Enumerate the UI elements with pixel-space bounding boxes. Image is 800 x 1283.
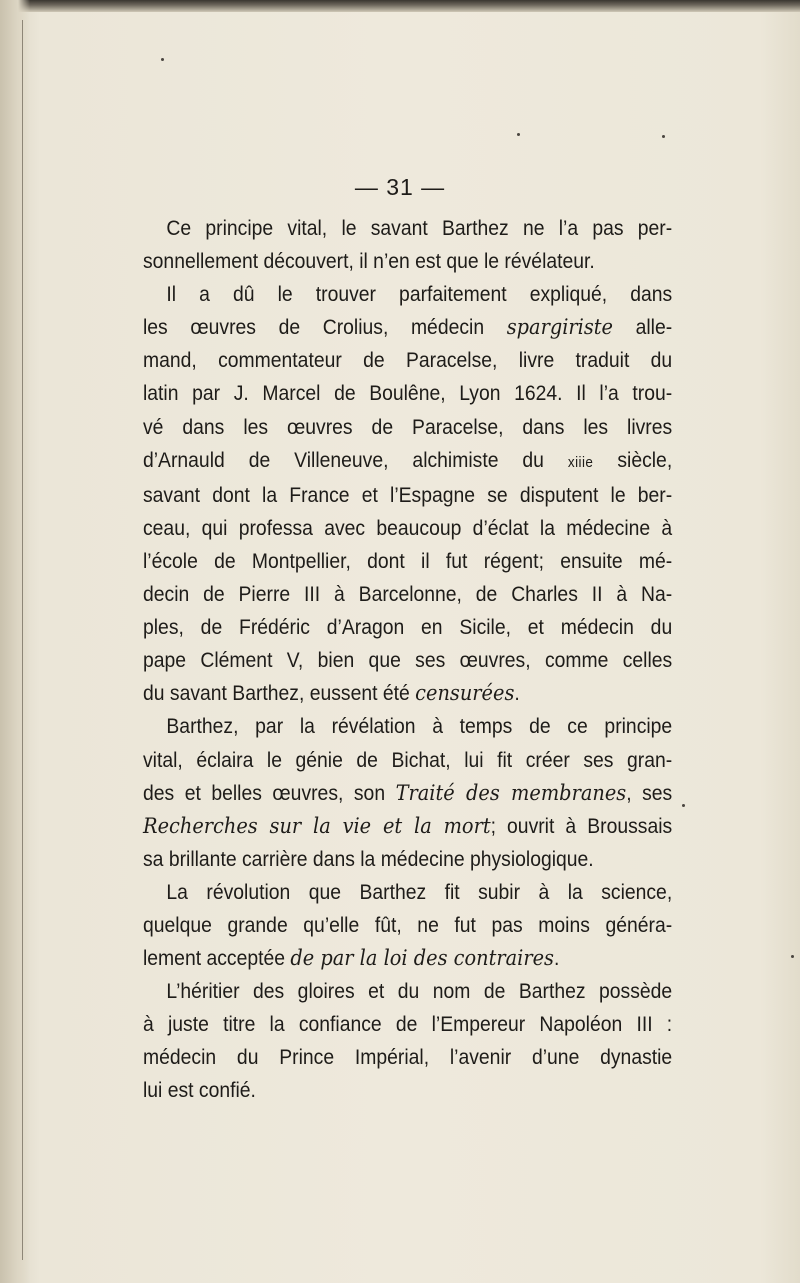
italic-text: spargiriste (506, 315, 613, 341)
text-line: latin par J. Marcel de Boulêne, Lyon 1624. Il l’a trou- (143, 381, 673, 406)
text-line: médecin du Prince Impérial, l’avenir d’une dynastie (143, 1045, 673, 1070)
text-line: vital, éclaira le génie de Bichat, lui fit créer ses gran- (143, 747, 673, 772)
page-text (143, 212, 672, 1108)
text-run: . (553, 946, 560, 971)
text-run: d’Arnauld de Villeneuve, alchimiste du (143, 447, 568, 472)
text-line: vé dans les œuvres de Paracelse, dans les livres (143, 414, 673, 439)
page-top-edge (0, 0, 800, 12)
text-run: siècle, (593, 447, 673, 472)
paper-speck (517, 133, 520, 136)
text-line (143, 444, 672, 479)
text-line: mand, commentateur de Paracelse, livre traduit du (143, 348, 673, 373)
paper-speck (682, 804, 685, 807)
text-run: lement acceptée (143, 946, 291, 971)
text-run: , ses (626, 780, 673, 805)
italic-text: Traité des membranes (395, 780, 627, 806)
text-line: pape Clément V, bien que ses œuvres, comme celles (143, 648, 673, 673)
italic-text: censurées (415, 681, 515, 707)
text-line: Barthez, par la révélation à temps de ce principe (166, 714, 673, 739)
paper-speck (791, 955, 794, 958)
text-run: des et belles œuvres, son (143, 780, 396, 805)
paper-speck (161, 58, 164, 61)
text-line: Il a dû le trouver parfaitement expliqué, dans (166, 282, 673, 307)
text-line (143, 311, 672, 344)
text-line: à juste titre la confiance de l’Empereur Napoléon III : (143, 1012, 673, 1037)
paper-speck (662, 135, 665, 138)
page-text-block (143, 212, 672, 1108)
text-line: L’héritier des gloires et du nom de Barthez possède (166, 979, 673, 1004)
text-line: sa brillante carrière dans la médecine physiologique. (143, 846, 594, 871)
century-numeral: xiiie (567, 453, 594, 471)
italic-text: de par la loi des contraires (290, 946, 554, 972)
text-line: La révolution que Barthez fit subir à la science, (166, 879, 673, 904)
text-line: decin de Pierre III à Barcelonne, de Charles II à Na- (143, 582, 673, 607)
text-run: ; ouvrit à Broussais (490, 813, 673, 838)
text-line (143, 810, 672, 843)
text-line: l’école de Montpellier, dont il fut régent; ensuite mé- (143, 548, 673, 573)
text-run: les œuvres de Crolius, médecin (143, 315, 507, 340)
text-line: ceau, qui professa avec beaucoup d’éclat la médecine à (143, 515, 673, 540)
text-line: quelque grande qu’elle fût, ne fut pas moins généra- (143, 912, 673, 937)
text-line (143, 777, 672, 810)
text-run: du savant Barthez, eussent été (143, 681, 416, 706)
text-line: sonnellement découvert, il n’en est que le révélateur. (143, 249, 595, 274)
text-run: alle- (612, 315, 673, 340)
page-fold-line (22, 20, 23, 1260)
text-line (143, 942, 672, 975)
text-run: . (514, 681, 520, 706)
text-line (143, 677, 672, 710)
text-line: ples, de Frédéric d’Aragon en Sicile, et médecin du (143, 615, 673, 640)
text-line: lui est confié. (143, 1078, 256, 1103)
text-line: Ce principe vital, le savant Barthez ne l’a pas per- (166, 216, 673, 240)
italic-text: Recherches sur la vie et la mort (143, 813, 491, 839)
text-line: savant dont la France et l’Espagne se disputent le ber- (143, 482, 673, 507)
page-number: — 31 — (354, 174, 446, 200)
